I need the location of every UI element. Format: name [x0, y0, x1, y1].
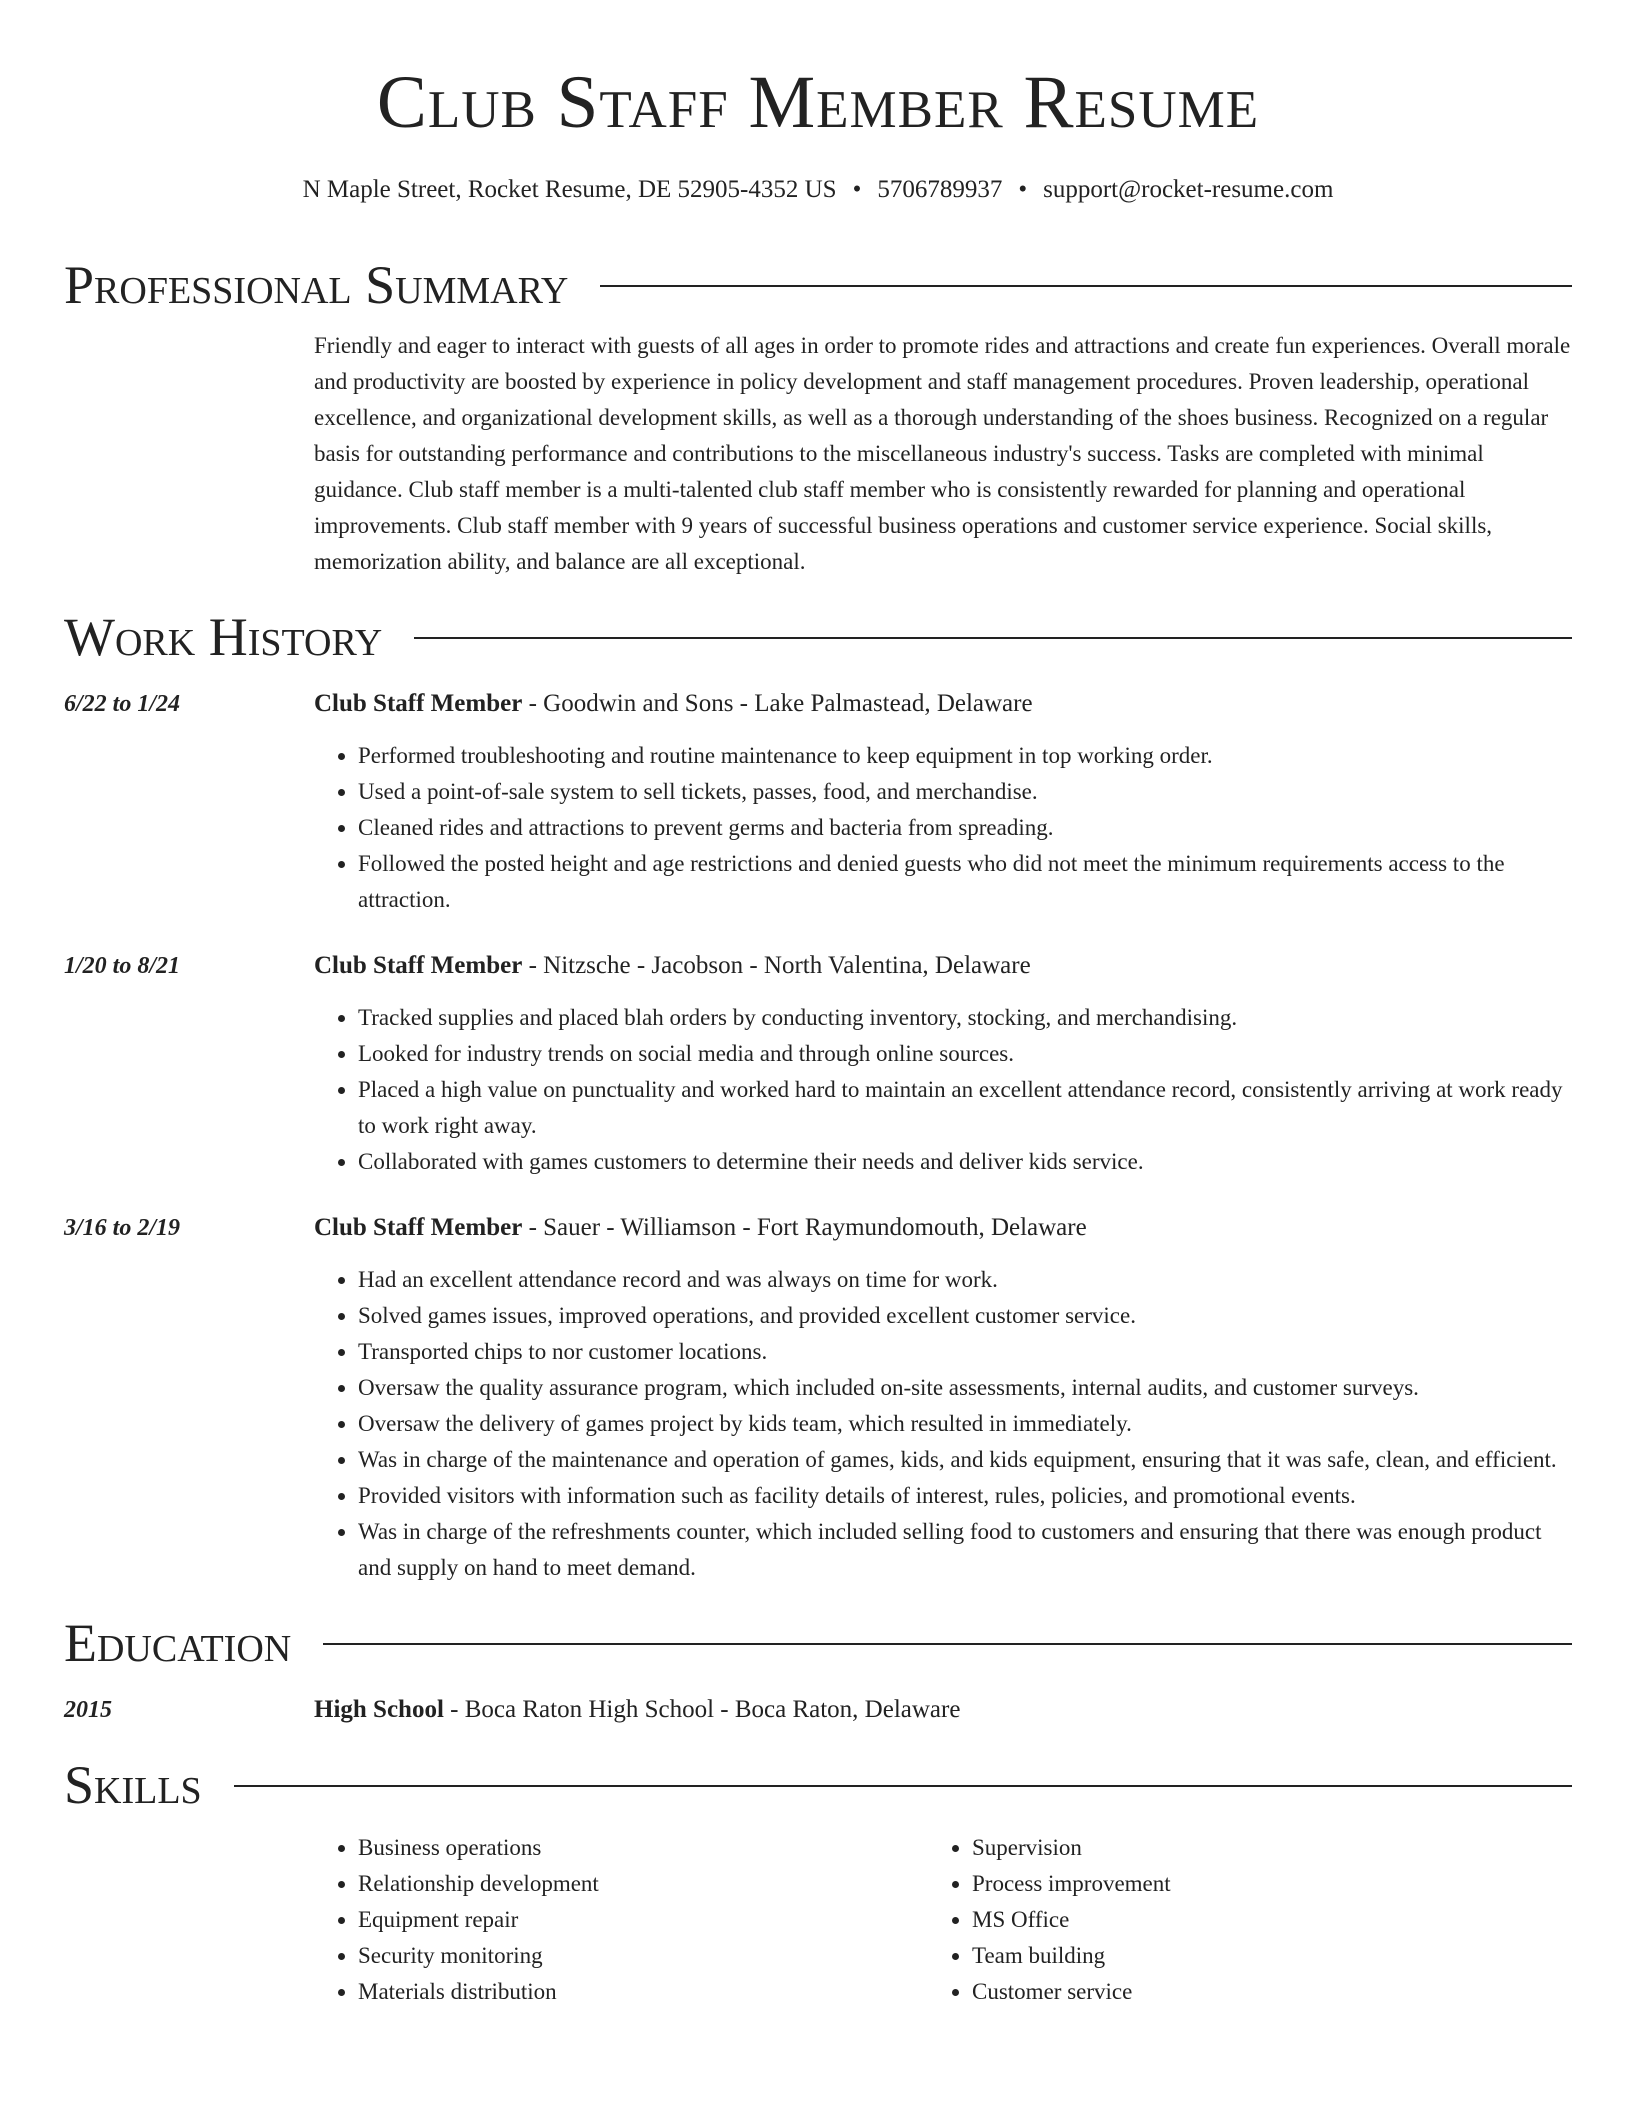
job-headline — [314, 686, 1572, 722]
education-year: 2015 — [64, 1697, 112, 1723]
job-bullet: • Placed a high value on punctuality and worked hard to maintain an excellent attendance record, consistently arriving at work ready to work right away. — [358, 1072, 1572, 1144]
job-dates: 6/22 to 1/24 — [64, 691, 181, 717]
skill-item: • Business operations — [358, 1830, 928, 1866]
skill-item: • Equipment repair — [358, 1902, 928, 1938]
contact-phone: 5706789937 — [877, 176, 1003, 203]
resume-title: Club Staff Member Resume — [376, 61, 1260, 144]
skill-item: • Team building — [972, 1938, 1542, 1974]
skill-item: • Security monitoring — [358, 1938, 928, 1974]
skill-item: • Materials distribution — [358, 1974, 928, 2010]
job-bullet: • Oversaw the quality assurance program, which included on-site assessments, internal audits, and customer surveys. — [358, 1370, 1572, 1406]
job-headline — [314, 1210, 1572, 1246]
job-bullet: • Used a point-of-sale system to sell tickets, passes, food, and merchandise. — [358, 774, 1572, 810]
skill-item: • Relationship development — [358, 1866, 928, 1902]
job-bullet: • Was in charge of the maintenance and operation of games, kids, and kids equipment, ensuring that it was safe, clean, and efficient. — [358, 1442, 1572, 1478]
section-title: Work History — [64, 607, 383, 667]
job-bullets — [314, 1262, 1572, 1586]
job-bullet: • Oversaw the delivery of games project by kids team, which resulted in immediately. — [358, 1406, 1572, 1442]
section-heading-summary — [64, 254, 1572, 316]
job-bullets — [314, 738, 1572, 918]
section-divider — [323, 1643, 1572, 1645]
job-bullet: • Transported chips to nor customer locations. — [358, 1334, 1572, 1370]
job-bullet: • Had an excellent attendance record and was always on time for work. — [358, 1262, 1572, 1298]
job-dates: 1/20 to 8/21 — [64, 953, 181, 979]
education-degree: High School — [314, 1696, 444, 1723]
skill-item: • Supervision — [972, 1830, 1542, 1866]
contact-address: N Maple Street, Rocket Resume, DE 52905-4352 US — [302, 176, 837, 203]
job-bullet: • Collaborated with games customers to determine their needs and deliver kids service. — [358, 1144, 1572, 1180]
section-title: Skills — [64, 1755, 202, 1815]
skill-item: • MS Office — [972, 1902, 1542, 1938]
job-entry — [64, 1210, 1572, 1586]
education-details: - Boca Raton High School - Boca Raton, Delaware — [443, 1696, 961, 1723]
job-bullet: • Cleaned rides and attractions to prevent germs and bacteria from spreading. — [358, 810, 1572, 846]
job-bullet: • Provided visitors with information such as facility details of interest, rules, policies, and promotional events. — [358, 1478, 1572, 1514]
contact-line — [64, 174, 1572, 206]
job-title: Club Staff Member — [314, 952, 523, 979]
education-body — [314, 1692, 1572, 1728]
job-body — [314, 686, 1572, 918]
job-bullet: • Tracked supplies and placed blah orders by conducting inventory, stocking, and merchandising. — [358, 1000, 1572, 1036]
skills-list-right — [928, 1830, 1542, 2010]
education-headline — [314, 1692, 1572, 1728]
summary-paragraph: Friendly and eager to interact with guests of all ages in order to promote rides and attractions and create fun experiences. Overall morale and productivity are boosted by experience in policy development and staff management procedures. Proven leadership, operational excellence, and organizational development skills, as well as a thorough understanding of the shoes business. Recognized on a regular basis for outstanding performance and contributions to the miscellaneous industry's success. Tasks are completed with minimal guidance. Club staff member is a multi-talented club staff member who is consistently rewarded for planning and operational improvements. Club staff member with 9 years of successful business operations and customer service experience. Social skills, memorization ability, and balance are all exceptional. — [314, 333, 1571, 574]
job-bullet: • Performed troubleshooting and routine maintenance to keep equipment in top working order. — [358, 738, 1572, 774]
job-bullet: • Was in charge of the refreshments counter, which included selling food to customers and ensuring that there was enough product and supply on hand to meet demand. — [358, 1514, 1572, 1586]
skills-list-left — [314, 1830, 928, 2010]
section-title: Professional Summary — [64, 255, 569, 315]
job-details: - Sauer - Williamson - Fort Raymundomouth, Delaware — [522, 1214, 1087, 1241]
job-entry — [64, 948, 1572, 1180]
section-heading-work — [64, 606, 1572, 668]
job-bullet: • Followed the posted height and age restrictions and denied guests who did not meet the minimum requirements access to the attraction. — [358, 846, 1572, 918]
education-entry — [64, 1692, 1572, 1728]
job-body — [314, 1210, 1572, 1586]
section-divider — [234, 1785, 1572, 1787]
job-bullet: • Looked for industry trends on social media and through online sources. — [358, 1036, 1572, 1072]
job-dates: 3/16 to 2/19 — [64, 1215, 181, 1241]
job-body — [314, 948, 1572, 1180]
section-divider — [414, 637, 1572, 639]
skills-columns — [314, 1830, 1572, 2010]
section-heading-education — [64, 1612, 1572, 1674]
job-headline — [314, 948, 1572, 984]
contact-separator: • — [1018, 176, 1028, 203]
job-entry — [64, 686, 1572, 918]
job-details: - Nitzsche - Jacobson - North Valentina, Delaware — [522, 952, 1031, 979]
contact-separator: • — [852, 176, 862, 203]
section-divider — [600, 285, 1572, 287]
skill-item: • Customer service — [972, 1974, 1542, 2010]
job-title: Club Staff Member — [314, 1214, 523, 1241]
job-bullets — [314, 1000, 1572, 1180]
job-title: Club Staff Member — [314, 690, 523, 717]
job-details: - Goodwin and Sons - Lake Palmastead, Delaware — [522, 690, 1033, 717]
skill-item: • Process improvement — [972, 1866, 1542, 1902]
job-bullet: • Solved games issues, improved operations, and provided excellent customer service. — [358, 1298, 1572, 1334]
section-title: Education — [64, 1613, 292, 1673]
section-heading-skills — [64, 1754, 1572, 1816]
contact-email: support@rocket-resume.com — [1043, 176, 1334, 203]
